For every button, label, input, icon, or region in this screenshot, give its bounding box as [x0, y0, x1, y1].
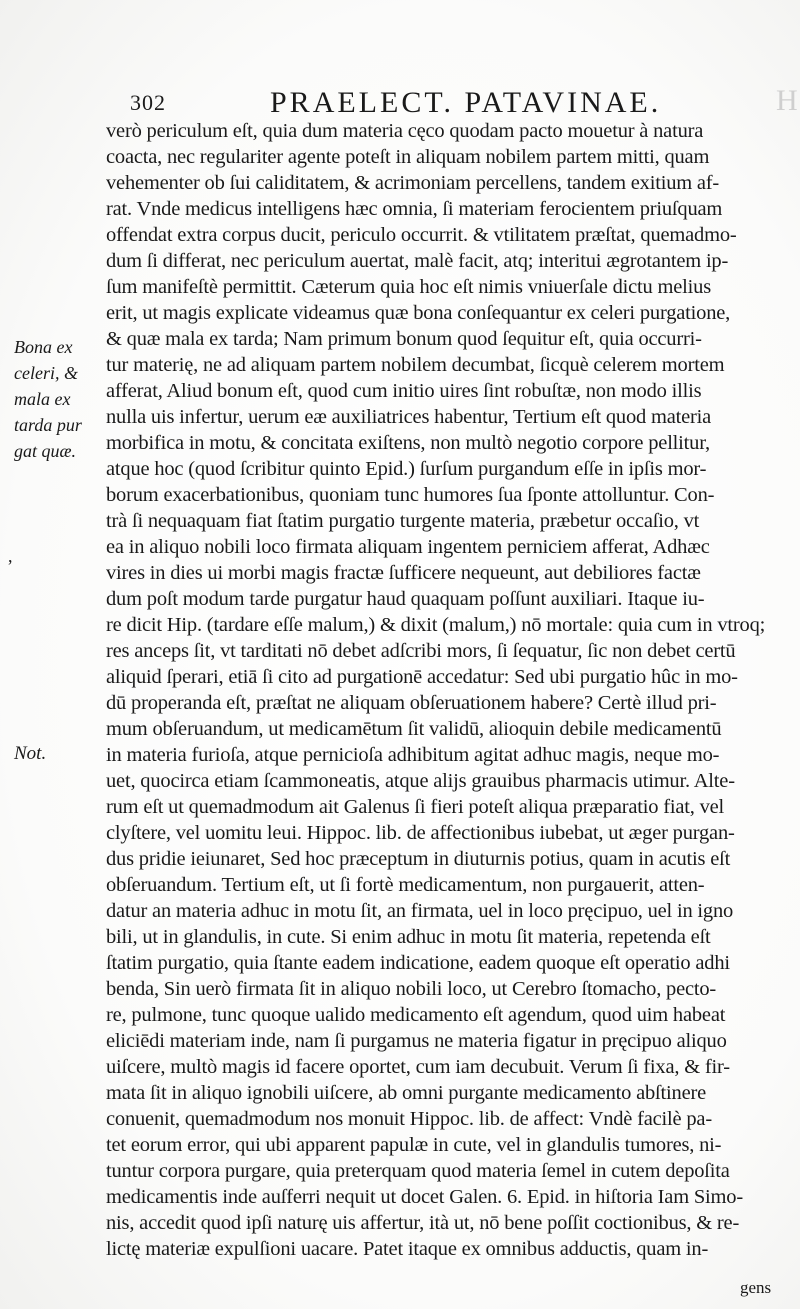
text-line: uiſcere, multò magis id facere oportet, cum iam decubuit. Verum ſi fixa, & fir-: [106, 1056, 730, 1078]
text-line: aliquid ſperari, etiā ſi cito ad purgationē accedatur: Sed ubi purgatio hûc in mo-: [106, 666, 738, 688]
text-line: tet eorum error, qui ubi apparent papulæ in cute, vel in glandulis tumores, ni-: [106, 1134, 722, 1156]
running-title: PRAELECT. PATAVINAE.: [270, 86, 662, 119]
page-number: 302: [130, 90, 166, 115]
text-line: mum obſeruandum, ut medicamētum ſit validū, alioquin debile medicamentū: [106, 718, 722, 740]
text-line: uet, quocirca etiam ſcammoneatis, atque alijs grauibus pharmacis utimur. Alte-: [106, 770, 735, 792]
text-line: conuenit, quemadmodum nos monuit Hippoc. lib. de affect: Vndè facilè pa-: [106, 1108, 712, 1130]
margin-note-line: celeri, &: [14, 363, 78, 383]
text-line: ſtatim purgatio, quia ſtante eadem indicatione, eadem quoque eſt operatio adhi: [106, 952, 730, 974]
margin-note-bona-ex-celeri: [14, 334, 82, 464]
text-line: benda, Sin uerò firmata ſit in aliquo nobili loco, ut Cerebro ſtomacho, pecto-: [106, 978, 717, 1000]
text-line: verò periculum eſt, quia dum materia cęco quodam pacto mouetur à natura: [106, 120, 704, 142]
text-line: datur an materia adhuc in motu ſit, an firmata, uel in loco pręcipuo, uel in igno: [106, 900, 734, 922]
text-line: tuntur corpora purgare, quia preterquam quod materia ſemel in cutem depoſita: [106, 1160, 730, 1182]
text-line: in materia furioſa, atque pernicioſa adhibitum agitat adhuc magis, neque mo-: [106, 744, 720, 766]
text-line: re, pulmone, tunc quoque ualido medicamento eſt agendum, quod uim habeat: [106, 1004, 726, 1026]
margin-note-line: tarda pur: [14, 415, 82, 435]
text-line: ea in aliquo nobili loco firmata aliquam ingentem perniciem afferat, Adhæc: [106, 536, 710, 558]
text-line: atque hoc (quod ſcribitur quinto Epid.) ſurſum purgandum eſſe in ipſis mor-: [106, 458, 707, 480]
text-line: eliciēdi materiam inde, nam ſi purgamus ne materia figatur in pręcipuo aliquo: [106, 1030, 727, 1052]
text-line: nis, accedit quod ipſi naturę uis affertur, ità ut, nō bene poſſit coctionibus, & re-: [106, 1212, 740, 1234]
text-line: morbifica in motu, & concitata exiſtens, non multò negotio corpore pellitur,: [106, 432, 710, 454]
text-line: & quæ mala ex tarda; Nam primum bonum quod ſequitur eſt, quia occurri-: [106, 328, 702, 350]
text-line: coacta, nec regulariter agente poteſt in aliquam nobilem partem mitti, quam: [106, 146, 710, 168]
text-line: res anceps ſit, vt tarditati nō debet adſcribi mors, ſi ſequatur, ſic non debet certū: [106, 640, 736, 662]
text-line: offendat extra corpus ducit, periculo occurrit. & vtilitatem præſtat, quemadmo-: [106, 224, 737, 246]
text-line: tur materię, ne ad aliquam partem nobilem decumbat, ſicquè celerem mortem: [106, 354, 725, 376]
text-line: rat. Vnde medicus intelligens hæc omnia, ſi materiam ferocientem priuſquam: [106, 198, 723, 220]
body-text: [106, 118, 800, 1262]
text-line: borum exacerbationibus, quoniam tunc humores ſua ſponte attolluntur. Con-: [106, 484, 715, 506]
text-line: trà ſi nequaquam fiat ſtatim purgatio turgente materia, præbetur occaſio, vt: [106, 510, 700, 532]
bleed-through-letter: H: [776, 84, 798, 117]
margin-note-line: mala ex: [14, 389, 71, 409]
stray-mark: ,: [8, 546, 13, 566]
text-line: mata ſit in aliquo ignobili uiſcere, ab omni purgante medicamento abſtinere: [106, 1082, 707, 1104]
margin-note-line: gat quæ.: [14, 441, 77, 461]
text-line: obſeruandum. Tertium eſt, ut ſi fortè medicamentum, non purgauerit, atten-: [106, 874, 705, 896]
text-line: lictę materiæ expulſioni uacare. Patet itaque ex omnibus adductis, quam in-: [106, 1238, 709, 1260]
page-header: [120, 86, 800, 122]
text-line: nulla uis infertur, uerum eæ auxiliatrices habentur, Tertium eſt quod materia: [106, 406, 712, 428]
text-line: vehementer ob ſui caliditatem, & acrimoniam percellens, tandem exitium af-: [106, 172, 720, 194]
text-line: ſum manifeſtè permittit. Cæterum quia hoc eſt nimis vniuerſale dictu melius: [106, 276, 711, 298]
text-line: bili, ut in glandulis, in cute. Si enim adhuc in motu ſit materia, repetenda eſt: [106, 926, 711, 948]
text-line: erit, ut magis explicate videamus quæ bona conſequantur ex celeri purgatione,: [106, 302, 731, 324]
text-line: vires in dies ui morbi magis fractæ ſufficere nequeunt, aut debiliores factæ: [106, 562, 701, 584]
margin-note-line: Bona ex: [14, 337, 73, 357]
text-line: medicamentis inde auſferri nequit ut docet Galen. 6. Epid. in hiſtoria Iam Simo-: [106, 1186, 743, 1208]
text-line: rum eſt ut quemadmodum ait Galenus ſi fieri poteſt aliqua præparatio fiat, vel: [106, 796, 725, 818]
text-line: afferat, Aliud bonum eſt, quod cum initio uires ſint robuſtæ, non modo illis: [106, 380, 702, 402]
text-line: re dicit Hip. (tardare eſſe malum,) & dixit (malum,) nō mortale: quia cum in vtroq;: [106, 614, 766, 636]
text-line: dū properanda eſt, præſtat ne aliquam obſeruationem habere? Certè illud pri-: [106, 692, 717, 714]
text-line: dum ſi differat, nec periculum auertat, malè facit, atq; interitui ægrotantem ip-: [106, 250, 729, 272]
catchword: gens: [740, 1278, 772, 1297]
bleed-through-right-1: [754, 590, 757, 608]
margin-note-not: Not.: [14, 743, 47, 764]
text-line: dum poſt modum tarde purgatur haud quaquam poſſunt auxiliari. Itaque iu-: [106, 588, 705, 610]
text-line: clyſtere, vel uomitu leui. Hippoc. lib. de affectionibus iubebat, ut æger purgan-: [106, 822, 735, 844]
text-line: dus pridie ieiunaret, Sed hoc præceptum in diuturnis potius, quam in acutis eſt: [106, 848, 731, 870]
